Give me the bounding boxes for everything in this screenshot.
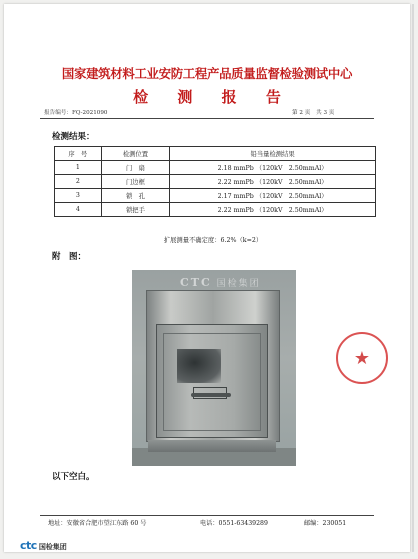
footer-address: 地址：安徽省合肥市望江东路 60 号 bbox=[48, 520, 147, 527]
report-number: 报告编号：FQ-2021090 bbox=[44, 110, 108, 116]
column-header-result: 铅当量检测结果 bbox=[170, 147, 376, 161]
page-total: 共 3 页 bbox=[316, 110, 335, 116]
page-number: 第 2 页 bbox=[292, 110, 311, 116]
row-position: 锁把手 bbox=[101, 203, 170, 217]
row-result: 2.22 mmPb （120kV 2.50mmAl） bbox=[170, 175, 376, 189]
footer-phone: 电话：0551-63439289 bbox=[200, 520, 268, 527]
door-shadow bbox=[177, 349, 221, 383]
row-position: 门边框 bbox=[101, 175, 170, 189]
report-page bbox=[4, 4, 410, 552]
results-table bbox=[54, 146, 376, 217]
row-no: 1 bbox=[55, 161, 102, 175]
table-row bbox=[55, 203, 376, 217]
row-position: 门 扇 bbox=[101, 161, 170, 175]
door-leaf bbox=[156, 324, 268, 438]
organization-name: 国家建筑材料工业安防工程产品质量监督检验测试中心 bbox=[61, 66, 353, 81]
row-result: 2.17 mmPb （120kV 2.50mmAl） bbox=[170, 189, 376, 203]
door-base bbox=[148, 440, 276, 452]
column-header-position: 检测位置 bbox=[101, 147, 170, 161]
watermark-logo: CTC bbox=[180, 276, 212, 289]
row-result: 2.18 mmPb （120kV 2.50mmAl） bbox=[170, 161, 376, 175]
results-heading: 检测结果： bbox=[52, 132, 95, 142]
door-handle bbox=[191, 393, 231, 397]
door-photo bbox=[132, 270, 296, 466]
page-info bbox=[292, 108, 338, 116]
row-result: 2.22 mmPb （120kV 2.50mmAl） bbox=[170, 203, 376, 217]
page-edge bbox=[412, 4, 414, 552]
table-row bbox=[55, 175, 376, 189]
footer-divider bbox=[40, 515, 374, 516]
row-no: 3 bbox=[55, 189, 102, 203]
attachment-heading: 附 图： bbox=[52, 252, 87, 262]
table-header-row bbox=[55, 147, 376, 161]
header-divider bbox=[40, 118, 374, 119]
row-position: 锁 孔 bbox=[101, 189, 170, 203]
closing-note: 以下空白。 bbox=[52, 472, 95, 482]
logo-name: 国检集团 bbox=[38, 543, 67, 551]
photo-watermark bbox=[180, 276, 261, 289]
row-no: 2 bbox=[55, 175, 102, 189]
logo-mark: ctc bbox=[20, 539, 37, 552]
table-row bbox=[55, 189, 376, 203]
footer-postcode: 邮编：230051 bbox=[304, 520, 347, 527]
row-no: 4 bbox=[55, 203, 102, 217]
report-title: 检 测 报 告 bbox=[133, 88, 293, 106]
seal-stamp-icon: ★ bbox=[336, 332, 388, 384]
watermark-text: 国检集团 bbox=[216, 279, 261, 289]
column-header-no: 序 号 bbox=[55, 147, 102, 161]
table-row bbox=[55, 161, 376, 175]
uncertainty-note: 扩展测量不确定度：6.2%（k=2） bbox=[163, 237, 263, 244]
ctc-logo bbox=[20, 534, 67, 553]
